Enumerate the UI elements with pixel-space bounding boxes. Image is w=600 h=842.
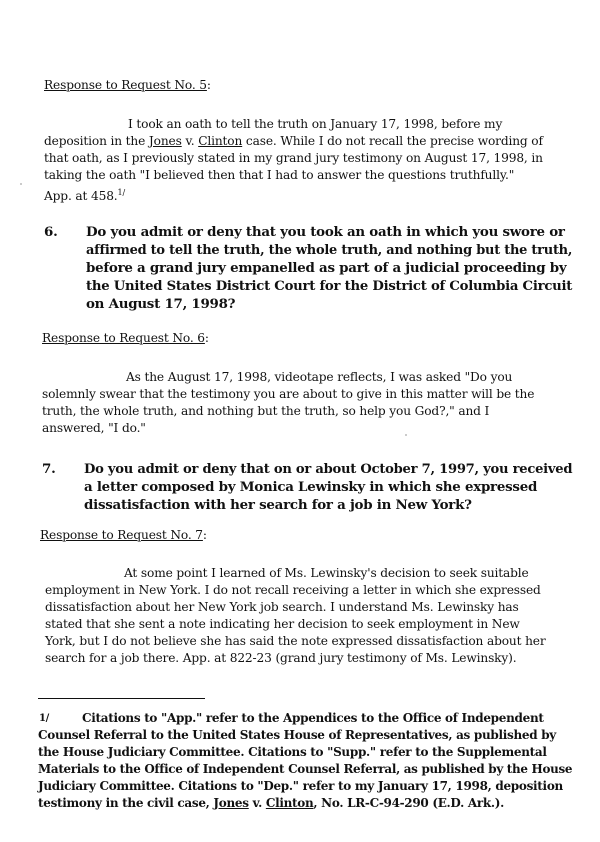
case-name-clinton: Clinton	[265, 796, 314, 810]
question-6-line: Do you admit or deny that you took an oath in which you swore or	[86, 224, 565, 240]
text: App. at 458.	[44, 189, 118, 204]
text: case. While I do not recall the precise wording of	[242, 134, 543, 148]
response-7-heading	[40, 528, 207, 543]
response-5-line	[44, 134, 543, 149]
footnote-line: Citations to "App." refer to the Appendices to the Office of Independent	[82, 711, 544, 725]
question-7-line: dissatisfaction with her search for a job in New York?	[84, 497, 472, 513]
scan-speck	[20, 183, 22, 185]
question-6-number: 6.	[44, 224, 58, 240]
question-7-line: a letter composed by Monica Lewinsky in which she expressed	[84, 479, 538, 495]
heading-text: Response to Request No. 7	[40, 528, 203, 542]
question-7-number: 7.	[42, 461, 56, 477]
response-7-line: search for a job there. App. at 822-23 (grand jury testimony of Ms. Lewinsky).	[45, 651, 517, 665]
text: deposition in the	[44, 134, 149, 148]
question-6-line: the United States District Court for the District of Columbia Circuit	[86, 278, 573, 294]
text: testimony in the civil case,	[38, 796, 214, 810]
response-6-line: answered, "I do."	[42, 421, 146, 435]
response-6-line: As the August 17, 1998, videotape reflects, I was asked "Do you	[126, 370, 513, 384]
response-7-line: dissatisfaction about her New York job search. I understand Ms. Lewinsky has	[45, 600, 519, 614]
heading-text: Response to Request No. 5	[44, 78, 207, 92]
question-6-line: before a grand jury empanelled as part of a judicial proceeding by	[86, 260, 567, 276]
text: , No. LR-C-94-290 (E.D. Ark.).	[313, 796, 505, 810]
scan-speck	[405, 434, 407, 436]
text: v.	[181, 134, 199, 148]
case-name-clinton: Clinton	[198, 134, 243, 148]
response-7-line: stated that she sent a note indicating her decision to seek employment in New	[45, 617, 520, 631]
footnote-separator	[38, 698, 205, 699]
response-5-line: that oath, as I previously stated in my grand jury testimony on August 17, 1998, in	[44, 151, 543, 165]
heading-colon: :	[204, 331, 209, 345]
footnote-line: Materials to the Office of Independent Counsel Referral, as published by the House	[38, 762, 573, 776]
footnote-line: Judiciary Committee. Citations to "Dep." refer to my January 17, 1998, deposition	[38, 779, 563, 793]
heading-colon: :	[202, 528, 207, 542]
response-5-line	[44, 185, 125, 204]
footnote-reference[interactable]: 1/	[117, 188, 126, 197]
response-7-line: employment in New York. I do not recall receiving a letter in which she expressed	[45, 583, 541, 597]
response-7-line: At some point I learned of Ms. Lewinsky's decision to seek suitable	[124, 566, 529, 580]
footnote-marker: 1/	[39, 713, 50, 724]
response-7-line: York, but I do not believe she has said the note expressed dissatisfaction about her	[45, 634, 546, 648]
case-name-jones: Jones	[213, 796, 249, 810]
case-name-jones: Jones	[148, 134, 182, 148]
footnote-line: the House Judiciary Committee. Citations to "Supp." refer to the Supplemental	[38, 745, 547, 759]
question-6-line: affirmed to tell the truth, the whole truth, and nothing but the truth,	[86, 242, 573, 258]
text: v.	[248, 796, 266, 810]
response-5-heading	[44, 78, 211, 93]
heading-text: Response to Request No. 6	[42, 331, 205, 345]
question-7-line: Do you admit or deny that on or about October 7, 1997, you received	[84, 461, 573, 477]
response-6-line: solemnly swear that the testimony you are about to give in this matter will be the	[42, 387, 535, 401]
response-6-line: truth, the whole truth, and nothing but the truth, so help you God?," and I	[42, 404, 490, 418]
heading-colon: :	[206, 78, 211, 92]
response-5-line: taking the oath "I believed then that I had to answer the questions truthfully."	[44, 168, 515, 182]
response-5-line: I took an oath to tell the truth on January 17, 1998, before my	[128, 117, 503, 131]
question-6-line: on August 17, 1998?	[86, 296, 236, 312]
footnote-line: Counsel Referral to the United States House of Representatives, as published by	[38, 728, 556, 742]
response-6-heading	[42, 331, 209, 346]
footnote-line	[38, 796, 504, 811]
